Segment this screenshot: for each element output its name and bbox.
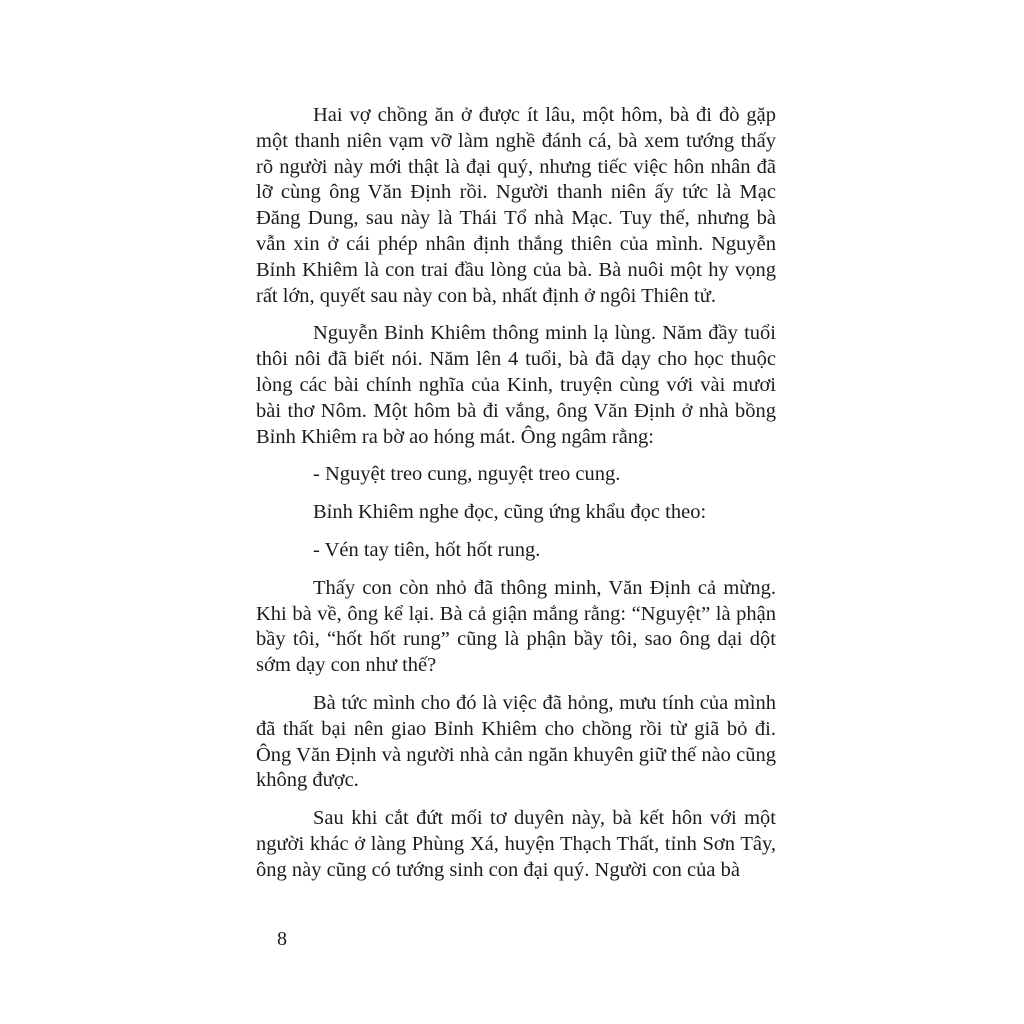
narration-line: Bỉnh Khiêm nghe đọc, cũng ứng khẩu đọc theo: [313, 501, 707, 524]
paragraph-1: Hai vợ chồng ăn ở được ít lâu, một hôm, bà đi đò gặp một thanh niên vạm vỡ làm nghề đánh cá, bà xem tướng thấy rõ người này mới thật là đại quý, nhưng tiếc việc hôn nhân đã lỡ cùng ông Văn Định rồi. Người thanh niên ấy tức là Mạc Đăng Dung, sau này là Thái Tổ nhà Mạc. Tuy thế, nhưng bà vẫn xin ở cái phép nhân định thắng thiên của mình. Nguyễn Bỉnh Khiêm là con trai đầu lòng của bà. Bà nuôi một hy vọng rất lớn, quyết sau này con bà, nhất định ở ngôi Thiên tử. [256, 104, 776, 307]
page-number: 8 [277, 928, 287, 950]
paragraph-4: Bà tức mình cho đó là việc đã hỏng, mưu tính của mình đã thất bại nên giao Bỉnh Khiêm cho chồng rồi từ giã bỏ đi. Ông Văn Định và người nhà cản ngăn khuyên giữ thế nào cũng không được. [256, 691, 776, 792]
verse-line-2: - Vén tay tiên, hốt hốt rung. [313, 538, 541, 561]
paragraph-3: Thấy con còn nhỏ đã thông minh, Văn Định cả mừng. Khi bà về, ông kể lại. Bà cả giận mắng rằng: “Nguyệt” là phận bầy tôi, “hốt hốt rung” cũng là phận bầy tôi, sao ông dại dột sớm dạy con như thế? [256, 576, 776, 677]
body-text [256, 103, 776, 896]
paragraph-2: Nguyễn Bỉnh Khiêm thông minh lạ lùng. Năm đầy tuổi thôi nôi đã biết nói. Năm lên 4 tuổi, bà đã dạy cho học thuộc lòng các bài chính nghĩa của Kinh, truyện cùng với vài mươi bài thơ Nôm. Một hôm bà đi vắng, ông Văn Định ở nhà bồng Bỉnh Khiêm ra bờ ao hóng mát. Ông ngâm rằng: [256, 322, 776, 448]
paragraph-5: Sau khi cắt đứt mối tơ duyên này, bà kết hôn với một người khác ở làng Phùng Xá, huyện Thạch Thất, tỉnh Sơn Tây, ông này cũng có tướng sinh con đại quý. Người con của bà [256, 807, 776, 881]
verse-line-1: - Nguyệt treo cung, nguyệt treo cung. [313, 463, 621, 486]
